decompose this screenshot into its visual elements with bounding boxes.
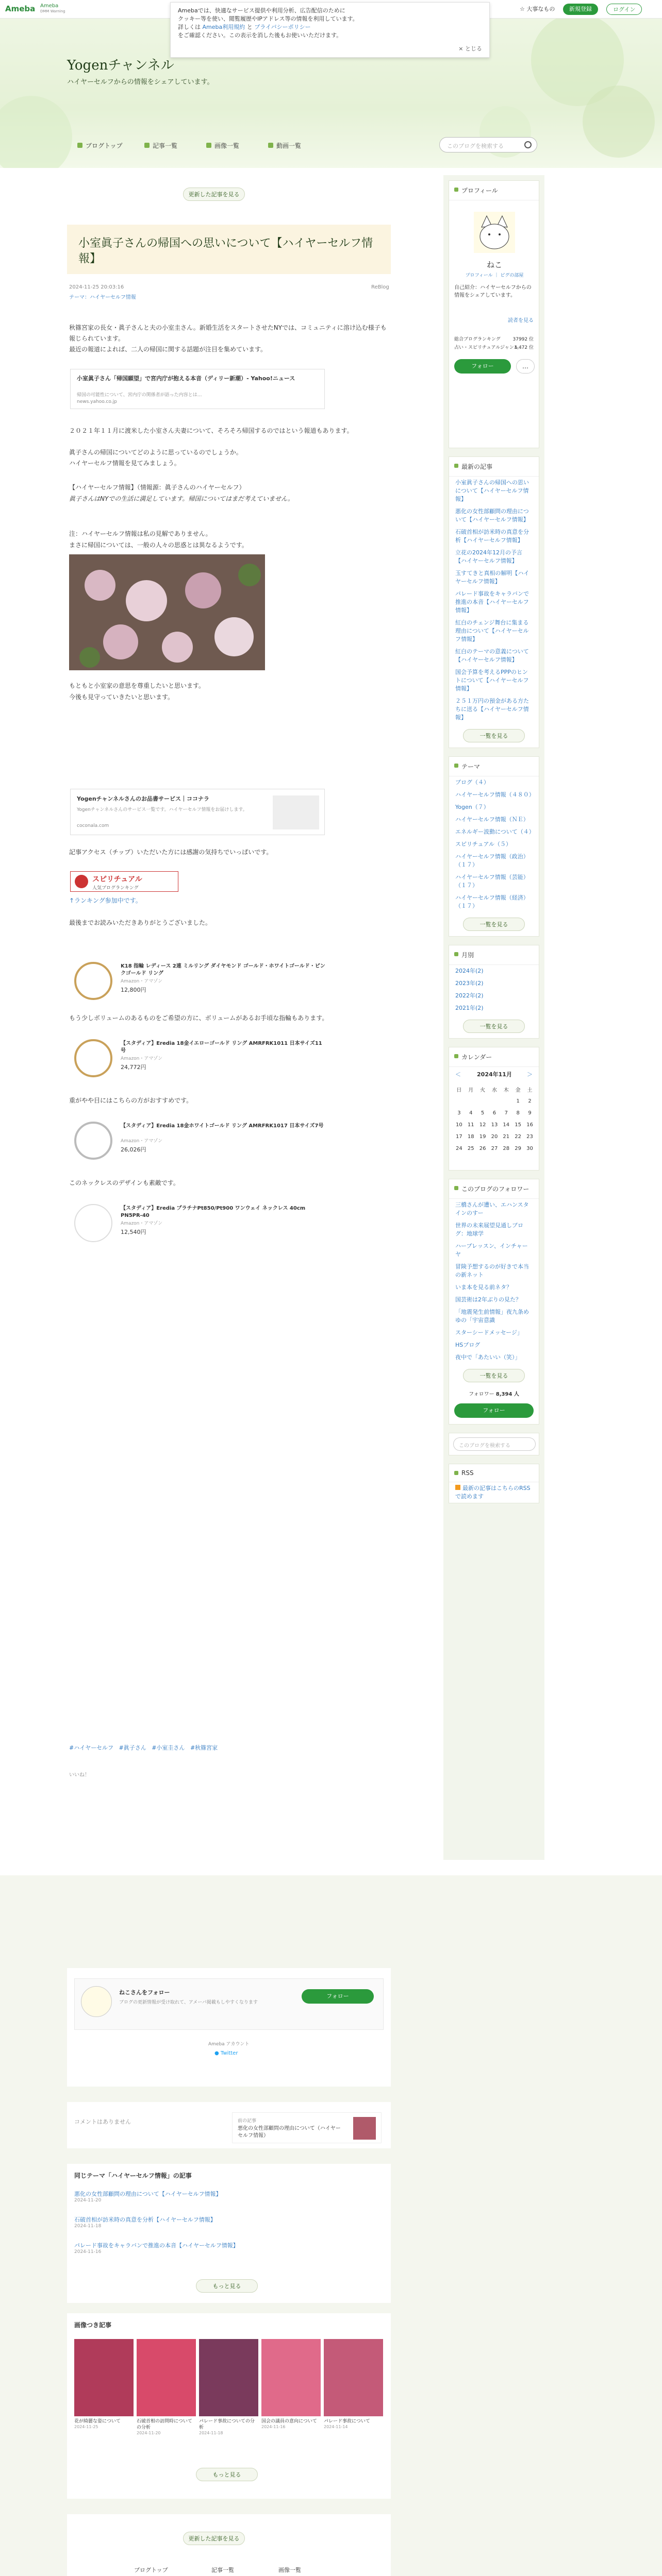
cal-day[interactable]: 26 — [479, 1146, 486, 1151]
product-card[interactable]: 【スタディア】Eredia 18金ホワイトゴールド リング AMRFRK1017 日本サイズ7号 Amazon・アマゾン 26,026円 — [74, 1118, 327, 1163]
bottom-nav-blog-top[interactable]: ブログトップ — [134, 2567, 168, 2573]
theme-widget: テーマ ブログ（４） ハイヤーセルフ情報（４８０） Yogen（７） ハイヤーセルフ情報（ＮＥ） エネルギー波動について（４） スピリチュアル（５） ハイヤーセルフ情報（政治）（１７） ハイヤーセルフ情報（芸能）（１７） ハイヤーセルフ情報（経済）（１７） 一覧を見る — [449, 756, 539, 937]
cal-prev-button[interactable]: ＜ — [455, 1071, 461, 1078]
cal-weekday: 火 — [480, 1088, 486, 1093]
prev-thumbnail — [353, 2117, 376, 2140]
paragraph: 眞子さんはNYでの生活に満足しています。帰国についてはまだ考えていません。 — [69, 495, 294, 502]
article-date: 2024-11-25 20:03:16 — [69, 284, 124, 290]
cal-day[interactable]: 22 — [515, 1134, 521, 1140]
same-theme-item[interactable]: 悪化の女性部顧問の理由について【ハイヤーセルフ情報】 2024-11-20 — [74, 2191, 222, 2203]
image-icon — [206, 143, 211, 148]
cal-day[interactable]: 12 — [479, 1122, 486, 1128]
paragraph: まさに帰国については、一般の人々の思惑とは異なるようです。 — [69, 541, 248, 549]
theme-link[interactable]: ハイヤーセルフ情報（芸能）（１７） — [455, 874, 529, 889]
follow-button[interactable]: フォロー — [302, 1989, 374, 2004]
paragraph: このネックレスのデザインも素敵です。 — [69, 1179, 179, 1187]
follower-link[interactable]: 国芸術は2年ぶりの見た？ — [455, 1296, 521, 1303]
follower-more-button[interactable]: 一覧を見る — [463, 1369, 525, 1382]
cal-next-button[interactable]: ＞ — [527, 1071, 533, 1078]
favorites-link[interactable]: ☆ 大事なもの — [520, 6, 555, 12]
cat-avatar-small[interactable] — [81, 1986, 112, 2017]
image-article-card[interactable] — [74, 2339, 134, 2452]
more-options-icon[interactable]: … — [516, 359, 535, 374]
same-theme-item[interactable]: 石破首相が訪米時の真意を分析【ハイヤーセルフ情報】 2024-11-18 — [74, 2216, 216, 2229]
bottom-nav-images[interactable]: 画像一覧 — [278, 2567, 301, 2573]
ring-image — [74, 1039, 112, 1077]
cal-day[interactable]: 3 — [457, 1110, 461, 1116]
privacy-link[interactable]: プライバシーポリシー — [254, 24, 311, 30]
cal-weekday: 月 — [468, 1088, 474, 1093]
profile-desc: 自己紹介：ハイヤーセルフからの情報をシェアしています。 — [454, 285, 532, 298]
blog-title[interactable]: Yogenチャンネル — [67, 58, 174, 73]
recent-article-link[interactable]: 小室眞子さんの帰国への思いについて【ハイヤーセルフ情報】 — [455, 479, 529, 502]
like-button[interactable]: いいね！ — [69, 1772, 90, 1778]
follower-link[interactable]: 「地震発生前情報」夜九条めゆの「宇宙意識 — [455, 1309, 529, 1324]
theme-link[interactable]: ハイヤーセルフ情報（４８０） — [455, 791, 535, 798]
sidebar — [443, 175, 544, 1860]
image-article-title: パレード事故について — [324, 2419, 370, 2424]
latest-article-button[interactable]: 更新した記事を見る — [183, 188, 245, 201]
home-icon — [77, 143, 82, 148]
list-icon — [144, 143, 150, 148]
profile-name[interactable]: ねこ — [486, 260, 502, 269]
rss-icon — [455, 1485, 460, 1490]
article-theme[interactable]: テーマ：ハイヤーセルフ情報 — [69, 295, 136, 300]
cat-avatar[interactable] — [474, 212, 515, 253]
theme-link[interactable]: Yogen（７） — [455, 804, 489, 810]
spiritual-ranking-banner[interactable]: スピリチュアル 人気ブログランキング — [70, 871, 178, 892]
cookie-notice: Amebaでは、快適なサービス提供や利用分析、広告配信のために クッキー等を使い、閲覧履歴やIPアドレス等の情報を利用しています。 詳しくは Ameba利用規約 と プライバシーポリシー をご確認ください。この表示を消した後もお使いいただけます。 × とじる — [170, 2, 490, 58]
calendar-table — [453, 1083, 536, 1155]
product-card[interactable]: 【スタディア】Eredia 18金イエローゴールド リング AMRFRK1011 日本サイズ11号 Amazon・アマゾン 24,772円 — [74, 1036, 327, 1080]
cal-day[interactable]: 16 — [526, 1122, 533, 1128]
followers-widget: このブログのフォロワー 三橋さんが遭い、エハンスタインのすー 世界の未来展望見通しブログ：地球学 ハーブレッスン、インチャーヤ 冒険予想するのが好きで本当の新ネット いま本を見る前ネタ？ 国芸術は2年ぶりの見た？ 「地震発生前情報」夜九条めゆの「宇宙意識 スターシードメッセージ」 HSブログ 夜中で「あたいい（笑）」 一覧を見る フォロワー 8,394 人 フォロー — [449, 1179, 539, 1425]
paragraph: 最後までお読みいただきありがとうございました。 — [69, 919, 212, 926]
recent-article-link[interactable]: 紅白のチェンジ舞台に集まる理由について【ハイヤーセルフ情報】 — [455, 619, 529, 642]
product-card[interactable]: 【スタディア】Eredia プラチナPt850/Pt900 ワンウェイ ネックレス 40cm PN5PR-40 Amazon・アマゾン 12,540円 — [74, 1201, 327, 1245]
cal-day[interactable]: 21 — [503, 1134, 510, 1140]
cal-day[interactable]: 11 — [467, 1122, 474, 1128]
register-button[interactable]: 新規登録 — [563, 4, 598, 15]
recent-article-link[interactable]: 玉すてきと真相の解明【ハイヤーセルフ情報】 — [455, 570, 529, 585]
follower-link[interactable]: 夜中で「あたいい（笑）」 — [455, 1354, 521, 1361]
calendar-widget: カレンダー ＜ 2024年11月 ＞ 日 月 火 水 木 金 土 1 2 3 4 5 6 7 8 9 10 11 12 13 14 15 16 17 18 19 20 21 22 23 24 25 26 27 28 29 30 — [449, 1047, 539, 1171]
profile-more-link[interactable]: 読者を見る — [508, 318, 534, 324]
cal-day — [489, 1095, 501, 1107]
search-icon[interactable] — [524, 141, 532, 148]
bottom-nav-section — [67, 2514, 391, 2576]
month-link[interactable]: 2022年(2) — [455, 992, 484, 999]
ranking-note[interactable]: ↑ランキング参加中です。 — [69, 897, 142, 904]
ring-image — [74, 1122, 112, 1160]
month-more-button[interactable]: 一覧を見る — [463, 1020, 525, 1033]
ameba-logo[interactable]: Ameba — [5, 4, 36, 13]
cal-day[interactable]: 8 — [516, 1110, 520, 1116]
article-title-box — [67, 225, 391, 274]
paragraph: 【ハイヤーセルフ情報】（情報源：眞子さんのハイヤーセルフ） — [69, 484, 245, 491]
follower-link[interactable]: HSブログ — [455, 1342, 481, 1348]
prev-article-card[interactable]: 前の記事 悪化の女性部顧問の理由について（ハイヤーセルフ情報） — [232, 2112, 382, 2143]
image-article-thumbnail — [74, 2339, 134, 2416]
image-article-date: 2024-11-14 — [324, 2425, 348, 2429]
image-more-button[interactable]: もっと見る — [196, 2468, 258, 2481]
nav-video-list[interactable]: 動画一覧 — [268, 141, 301, 150]
necklace-image — [74, 1204, 112, 1242]
link-card-news[interactable]: 小室眞子さん「帰国願望」で宮内庁が抱える本音（ディリー新潮）- Yahoo!ニュース 帰国の可能性について、宮内庁の関係者が語った内容とは… news.yahoo.co.jp — [70, 369, 325, 409]
image-article-card[interactable] — [137, 2339, 196, 2452]
cal-day[interactable]: 15 — [515, 1122, 521, 1128]
cal-day[interactable]: 25 — [467, 1146, 474, 1151]
card-thumbnail — [273, 795, 319, 829]
paragraph: 注：ハイヤーセルフ情報は私の見解でありません。 — [69, 530, 212, 537]
cal-day — [500, 1095, 512, 1107]
cal-day[interactable]: 29 — [515, 1146, 521, 1151]
follower-link[interactable]: 冒険予想するのが好きで本当の新ネット — [455, 1263, 529, 1278]
follower-link[interactable]: 三橋さんが遭い、エハンスタインのすー — [455, 1201, 529, 1216]
bottom-latest-button[interactable]: 更新した記事を見る — [183, 2532, 245, 2545]
rss-widget: RSS 最新の記事はこちらのRSSで読めます — [449, 1464, 539, 1503]
cal-day[interactable]: 19 — [479, 1134, 486, 1140]
paragraph: 重がやや目にはこちらの方がおすすめです。 — [69, 1097, 193, 1104]
login-button[interactable]: ログイン — [606, 4, 642, 15]
cal-day[interactable]: 4 — [469, 1110, 473, 1116]
hashtag-list: #ハイヤーセルフ #眞子さん #小室圭さん #秋篠宮家 — [69, 1744, 218, 1751]
cal-day — [465, 1095, 477, 1107]
same-theme-item[interactable]: パレード事故をキャラバンで推進の本音【ハイヤーセルフ情報】 2024-11-16 — [74, 2242, 239, 2255]
image-article-title: パレード事故についての分析 — [199, 2419, 255, 2430]
paragraph: もう少しボリュームのあるものをご希望の方に、ボリュームがあるお手頃な指輪もあります。 — [69, 1014, 328, 1022]
image-article-thumbnail — [261, 2339, 321, 2416]
nav-image-list[interactable]: 画像一覧 — [206, 141, 239, 150]
image-article-card[interactable] — [261, 2339, 321, 2452]
ring-image — [74, 962, 112, 1000]
theme-link[interactable]: ハイヤーセルフ情報（ＮＥ） — [455, 816, 529, 823]
paragraph: 今後も見守っていきたいと思います。 — [69, 693, 174, 701]
cal-day — [453, 1095, 465, 1107]
month-link[interactable]: 2021年(2) — [455, 1005, 484, 1011]
image-article-thumbnail — [199, 2339, 258, 2416]
paragraph: 秋篠宮家の長女・眞子さんと夫の小室圭さん。新婚生活をスタートさせたNYでは、コミュニティに溶け込む様子も報じられています。 — [69, 324, 387, 342]
profile-widget: プロフィール ねこ プロフィール ｜ ピグの部屋 自己紹介：ハイヤーセルフからの情報をシェアしています。 読者を見る 総合ブログランキング 37992 位 占い・スピリチュアルジャンル 1,472 位 フォロー … — [449, 180, 539, 448]
cal-day[interactable]: 20 — [491, 1134, 498, 1140]
follower-count: フォロワー 8,394 人 — [469, 1392, 519, 1397]
image-article-thumbnail — [137, 2339, 196, 2416]
cal-weekday: 日 — [456, 1088, 462, 1093]
flower-photo — [69, 554, 265, 670]
theme-link[interactable]: ハイヤーセルフ情報（政治）（１７） — [455, 853, 529, 868]
video-icon — [268, 143, 273, 148]
image-article-title: 石破首相の訪問時についての分析 — [137, 2419, 192, 2430]
cal-title: 2024年11月 — [477, 1071, 512, 1078]
image-article-thumbnail — [324, 2339, 383, 2416]
cal-day[interactable]: 5 — [481, 1110, 485, 1116]
cal-day[interactable]: 2 — [528, 1098, 532, 1104]
image-articles-section: 画像つき記事 花が綺麗な姿について 2024-11-25 石破首相の訪問時についての分析 2024-11-20 パレード事故についての分析 2024-11-18 国会の議員の意向について 2024-11-16 パレード事故について 2024-11-14 もっと見る — [67, 2313, 391, 2499]
recent-article-link[interactable]: 石破首相が訪米時の真意を分析【ハイヤーセルフ情報】 — [455, 529, 529, 544]
paragraph: 眞子さんの帰国についてどのように思っているのでしょうか。 — [69, 449, 242, 456]
paragraph: ２０２１年１１月に渡米した小室さん夫妻について、そろそろ帰国するのではという報道もあります。 — [69, 427, 353, 434]
cal-day[interactable]: 18 — [467, 1134, 474, 1140]
star-icon: ☆ — [520, 6, 525, 12]
image-article-title: 国会の議員の意向について — [261, 2419, 317, 2424]
cal-day[interactable]: 30 — [526, 1146, 533, 1151]
theme-link[interactable]: ブログ（４） — [455, 779, 489, 786]
recent-article-link[interactable]: 国会予算を考えるPPPのヒントについて【ハイヤーセルフ情報】 — [455, 669, 529, 692]
notice-close-button[interactable]: × とじる — [458, 45, 482, 52]
follow-section: ねこさんをフォロー ブログの更新情報が受け取れて、アメーバ掲載もしやすくなります フォロー Ameba アカウント ● Twitter — [67, 1968, 391, 2087]
twitter-icon: ● — [214, 2050, 219, 2056]
paragraph: 記事アクセス（チップ）いただいた方には感謝の気持ちでいっぱいです。 — [69, 849, 273, 856]
cal-weekday: 水 — [491, 1088, 497, 1093]
recent-article-link[interactable]: パレード事故をキャラバンで推進の本音【ハイヤーセルフ情報】 — [455, 590, 529, 614]
follow-box: ねこさんをフォロー ブログの更新情報が受け取れて、アメーバ掲載もしやすくなります フォロー — [74, 1978, 384, 2030]
paragraph: もともと小室家の意思を尊重したいと思います。 — [69, 682, 205, 689]
theme-link[interactable]: ハイヤーセルフ情報（経済）（１７） — [455, 894, 529, 909]
recent-articles-widget: 最新の記事 小室眞子さんの帰国への思いについて【ハイヤーセルフ情報】 悪化の女性部顧問の理由について【ハイヤーセルフ情報】 石破首相が訪米時の真意を分析【ハイヤーセルフ情報】 立花の2024年12月の予言【ハイヤーセルフ情報】 玉すてきと真相の解明【ハイヤーセルフ情報】 パレード事故をキャラバンで推進の本音【ハイヤーセルフ情報】 紅白のチェンジ舞台に集まる理由について【ハイヤーセルフ情報】 紅白のテーマの意義について【ハイヤーセルフ情報】 国会予算を考えるPPPのヒントについて【ハイヤーセルフ情報】 ２５１万円の預金がある方たちに送る【ハイヤーセルフ情報】 一覧を見る — [449, 456, 539, 748]
cal-day[interactable]: 23 — [526, 1134, 533, 1140]
image-article-date: 2024-11-18 — [199, 2431, 223, 2435]
same-theme-more-button[interactable]: もっと見る — [196, 2279, 258, 2293]
cal-day — [477, 1095, 489, 1107]
comment-section: コメントはありません 前の記事 悪化の女性部顧問の理由について（ハイヤーセルフ情報） — [67, 2102, 391, 2148]
rss-link[interactable]: 最新の記事はこちらのRSSで読めます — [455, 1485, 531, 1500]
blog-search-box[interactable]: このブログを検索する — [439, 137, 537, 152]
recent-more-button[interactable]: 一覧を見る — [463, 729, 525, 742]
blog-description: ハイヤーセルフからの情報をシェアしています。 — [67, 78, 214, 86]
image-article-card[interactable] — [324, 2339, 383, 2452]
image-article-card[interactable] — [199, 2339, 258, 2452]
cal-weekday: 土 — [527, 1088, 533, 1093]
nav-article-list[interactable]: 記事一覧 — [144, 141, 177, 150]
cal-day[interactable]: 7 — [504, 1110, 508, 1116]
recent-article-link[interactable]: 悪化の女性部顧問の理由について【ハイヤーセルフ情報】 — [455, 508, 529, 523]
ranking-icon — [75, 875, 88, 888]
bottom-nav-articles[interactable]: 記事一覧 — [211, 2567, 234, 2573]
follower-link[interactable]: スターシードメッセージ」 — [455, 1329, 523, 1336]
main-column — [67, 168, 391, 1878]
cal-day[interactable]: 1 — [516, 1098, 520, 1104]
same-theme-section: 同じテーマ「ハイヤーセルフ情報」の記事 悪化の女性部顧問の理由について【ハイヤーセルフ情報】 2024-11-20 石破首相が訪米時の真意を分析【ハイヤーセルフ情報】 2024-11-18 パレード事故をキャラバンで推進の本音【ハイヤーセルフ情報】 2024-11-16 もっと見る — [67, 2164, 391, 2303]
follower-link[interactable]: いま本を見る前ネタ？ — [455, 1284, 512, 1291]
paragraph: 最近の報道によれば、二人の帰国に関する話題が注目を集めています。 — [69, 346, 267, 353]
cal-day[interactable]: 10 — [456, 1122, 462, 1128]
follower-follow-button[interactable]: フォロー — [454, 1403, 534, 1418]
cal-day[interactable]: 24 — [456, 1146, 462, 1151]
profile-follow-button[interactable]: フォロー — [454, 359, 511, 374]
cal-day[interactable]: 27 — [491, 1146, 498, 1151]
follower-link[interactable]: 世界の未来展望見通しブログ：地球学 — [455, 1222, 523, 1237]
paragraph: ハイヤーセルフ情報を見てみましょう。 — [69, 460, 180, 467]
reblog-label[interactable]: ReBlog — [371, 284, 389, 290]
cal-day[interactable]: 13 — [491, 1122, 498, 1128]
image-article-date: 2024-11-16 — [261, 2425, 286, 2429]
twitter-share-button[interactable]: ● Twitter — [214, 2050, 238, 2056]
cal-day[interactable]: 9 — [528, 1110, 532, 1116]
recent-article-link[interactable]: 紅白のテーマの意義について【ハイヤーセルフ情報】 — [455, 648, 529, 663]
theme-link[interactable]: エネルギー波動について（４） — [455, 828, 535, 835]
sidebar-search-widget — [449, 1433, 539, 1455]
link-card-coconala[interactable]: Yogenチャンネルさんのお品書サービス｜ココナラ Yogenチャンネルさんのサービス一覧です。ハイヤーセルフ情報をお届けします。 coconala.com — [70, 789, 325, 835]
sidebar-search-input[interactable]: このブログを検索する — [453, 1437, 536, 1451]
image-article-date: 2024-11-25 — [74, 2425, 98, 2429]
recent-article-link[interactable]: 立花の2024年12月の予言【ハイヤーセルフ情報】 — [455, 549, 522, 564]
image-article-date: 2024-11-20 — [137, 2431, 161, 2435]
nav-blog-top[interactable]: ブログトップ — [77, 141, 123, 150]
monthly-widget: 月別 2024年(2) 2023年(2) 2022年(2) 2021年(2) 一覧を見る — [449, 945, 539, 1039]
month-link[interactable]: 2024年(2) — [455, 968, 484, 974]
article-footer-area — [0, 1875, 662, 2576]
image-article-title: 花が綺麗な姿について — [74, 2419, 121, 2424]
product-card[interactable]: K18 指輪 レディース 2連 ミルリング ダイヤモンド ゴールド・ホワイトゴールド・ピンクゴールド リング Amazon・アマゾン 12,800円 — [74, 959, 327, 1003]
recent-article-link[interactable]: ２５１万円の預金がある方たちに送る【ハイヤーセルフ情報】 — [455, 698, 529, 721]
profile-links[interactable]: プロフィール ｜ ピグの部屋 — [465, 273, 524, 278]
cal-day[interactable]: 17 — [456, 1134, 462, 1140]
cal-day[interactable]: 6 — [492, 1110, 496, 1116]
cal-weekday: 木 — [503, 1088, 509, 1093]
ameba-sub-logo[interactable]: Ameba DMM Warning — [40, 3, 65, 13]
theme-link[interactable]: スピリチュアル（５） — [455, 841, 512, 848]
article-title[interactable]: 小室眞子さんの帰国への思いについて【ハイヤーセルフ情報】 — [78, 237, 373, 265]
cal-day[interactable]: 28 — [503, 1146, 510, 1151]
theme-more-button[interactable]: 一覧を見る — [463, 918, 525, 931]
follower-link[interactable]: ハーブレッスン、インチャーヤ — [455, 1243, 528, 1258]
cal-weekday: 金 — [515, 1088, 521, 1093]
terms-link[interactable]: Ameba利用規約 — [202, 24, 245, 30]
month-link[interactable]: 2023年(2) — [455, 980, 484, 987]
cal-day[interactable]: 14 — [503, 1122, 510, 1128]
